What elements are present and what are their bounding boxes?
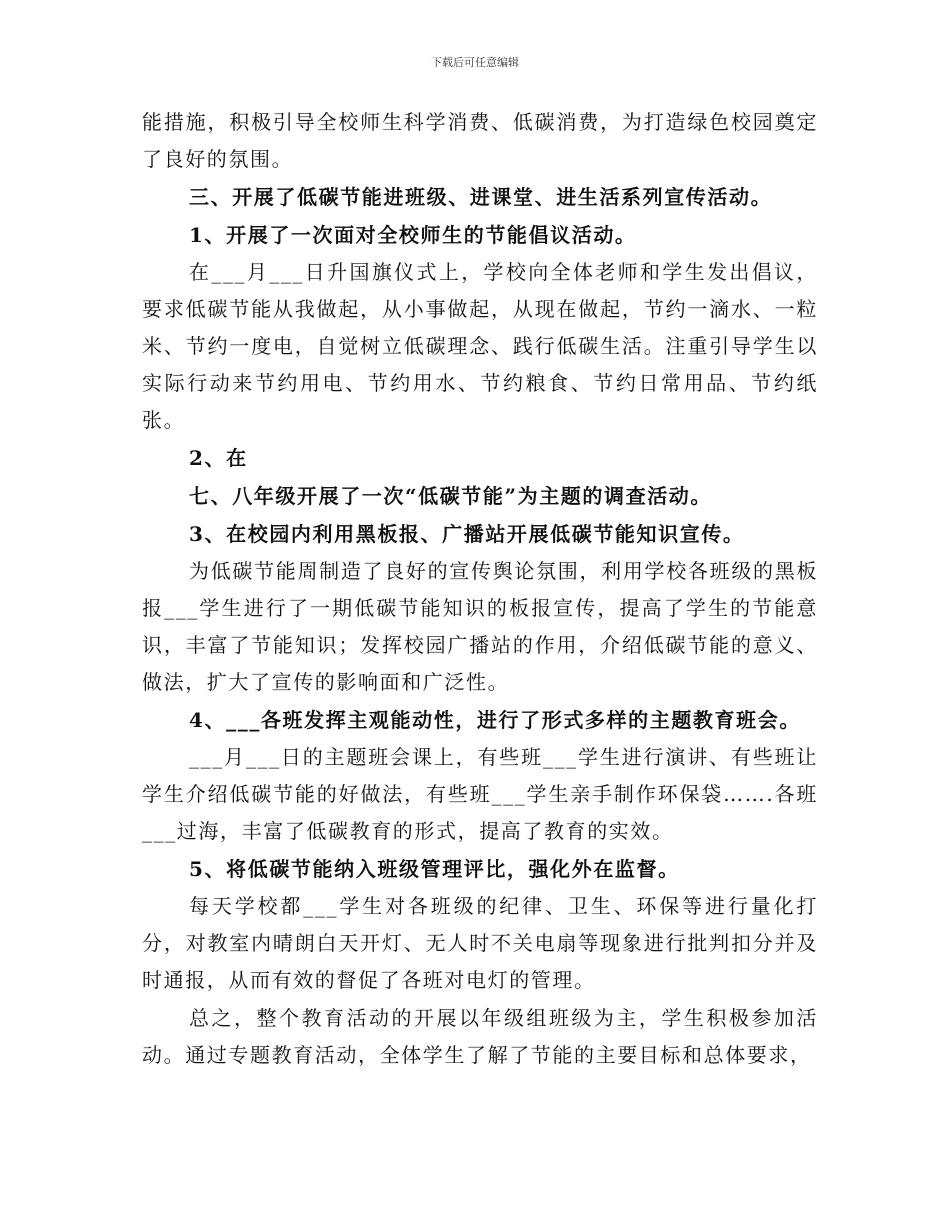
paragraph-2: 在___月___日升国旗仪式上，学校向全体老师和学生发出倡议，要求低碳节能从我做起，从小事做起，从现在做起，节约一滴水、一粒米、节约一度电，自觉树立低碳理念、践行低碳生活。注重引导学生以实际行动来节约用电、节约用水、节约粮食、节约日常用品、节约纸张。 [142, 260, 818, 432]
page-header: 下载后可任意编辑 [431, 56, 519, 69]
paragraph-4: ___月___日的主题班会课上，有些班___学生进行演讲、有些班让学生介绍低碳节能的好做法，有些班___学生亲手制作环保袋…….各班___过海，丰富了低碳教育的形式，提高了教育的实效。 [142, 745, 818, 843]
subheading-2: 2、在 [189, 446, 248, 470]
subheading-5: 5、将低碳节能纳入班级管理评比，强化外在监督。 [189, 857, 680, 881]
paragraph-6: 总之，整个教育活动的开展以年级组班级为主，学生积极参加活动。通过专题教育活动，全体学生了解了节能的主要目标和总体要求， [142, 1006, 818, 1067]
subheading-2-cont: 七、八年级开展了一次“低碳节能”为主题的调查活动。 [189, 484, 713, 508]
subheading-3: 3、在校园内利用黑板报、广播站开展低碳节能知识宣传。 [189, 522, 745, 546]
paragraph-3: 为低碳节能周制造了良好的宣传舆论氛围，利用学校各班级的黑板报___学生进行了一期低碳节能知识的板报宣传，提高了学生的节能意识，丰富了节能知识；发挥校园广播站的作用，介绍低碳节能的意义、做法，扩大了宣传的影响面和广泛性。 [142, 559, 818, 694]
document-body [142, 104, 818, 1074]
paragraph-1: 能措施，积极引导全校师生科学消费、低碳消费，为打造绿色校园奠定了良好的氛围。 [142, 110, 818, 171]
section-heading-3: 三、开展了低碳节能进班级、进课堂、进生活系列宣传活动。 [189, 185, 773, 209]
paragraph-5: 每天学校都___学生对各班级的纪律、卫生、环保等进行量化打分，对教室内晴朗白天开灯、无人时不关电扇等现象进行批判扣分并及时通报，从而有效的督促了各班对电灯的管理。 [142, 894, 818, 992]
subheading-4: 4、___各班发挥主观能动性，进行了形式多样的主题教育班会。 [189, 708, 801, 732]
subheading-1: 1、开展了一次面对全校师生的节能倡议活动。 [189, 223, 637, 247]
